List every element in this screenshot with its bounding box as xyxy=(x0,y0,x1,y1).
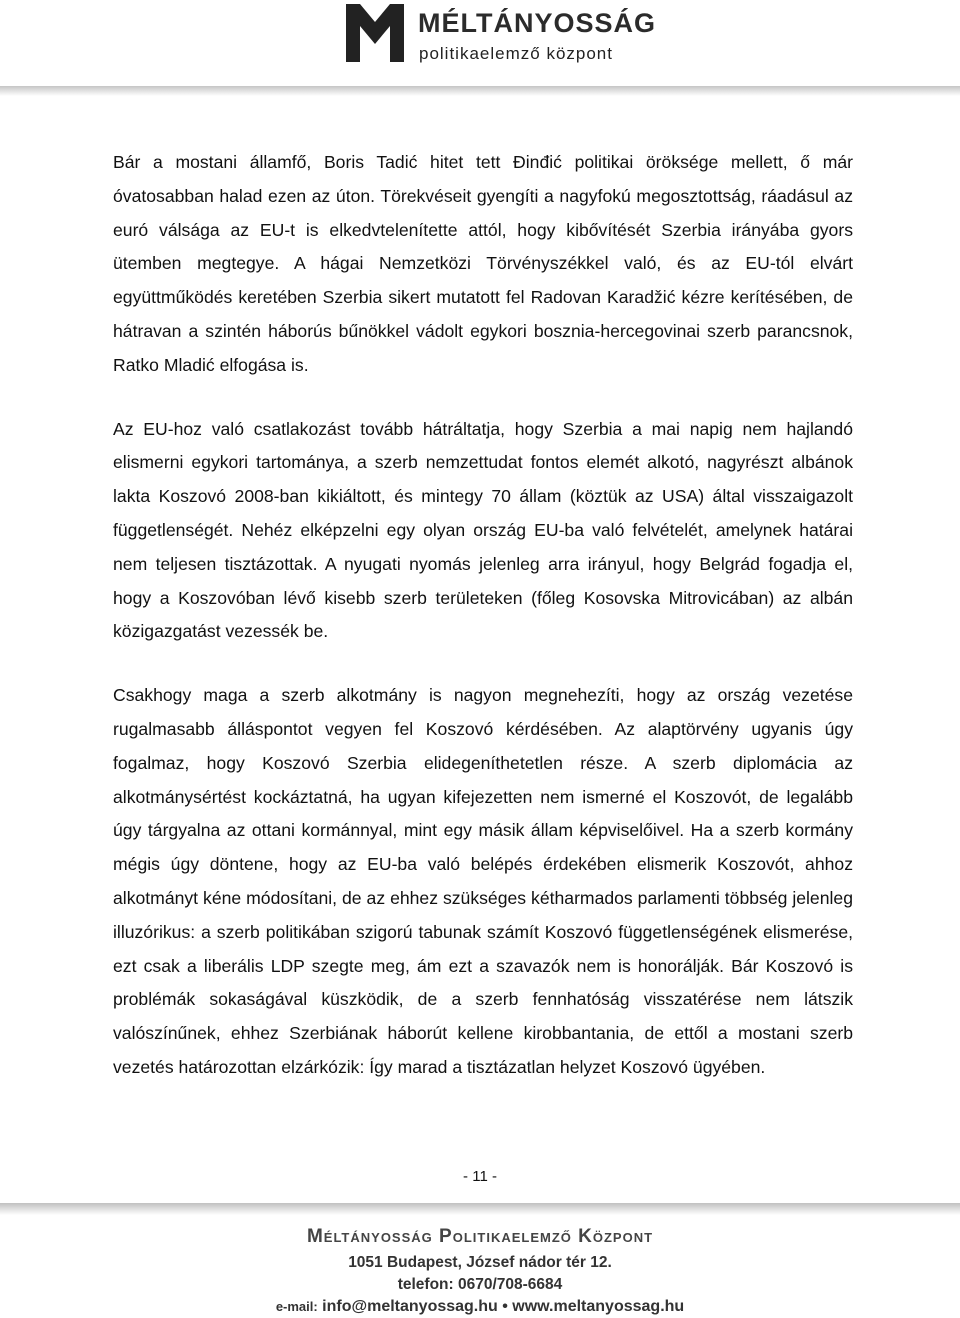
footer-address: 1051 Budapest, József nádor tér 12. xyxy=(348,1254,612,1271)
footer-divider xyxy=(0,1203,960,1215)
m-logo-icon xyxy=(346,4,404,62)
paragraph-1: Bár a mostani államfő, Boris Tadić hitet tett Đinđić politikai öröksége mellett, ő már óvatosabban halad ezen az úton. Törekvéseit gyengíti a nagyfokú megosztottság, ráadásul az euró válsága az EU-t is elkedvtelenítette attól, hogy kibővítését Szerbia irányába gyors ütemben megtegye. A hágai Nemzetközi Törvényszékkel való, és az EU-tól elvárt együttműködés keretében Szerbia sikert mutatott fel Radovan Karadžić kézre kerítésében, de hátravan a szintén háborús bűnökkel vádolt egykori bosznia-hercegovinai szerb parancsnok, Ratko Mladić elfogása is. xyxy=(113,152,853,375)
paragraph-3: Csakhogy maga a szerb alkotmány is nagyon megnehezíti, hogy az ország vezetése rugalmasabb álláspontot vegyen fel Koszovó kérdésében. Az alaptörvény ugyanis úgy fogalmaz, hogy Koszovó Szerbia elidegeníthetetlen része. A szerb diplomácia az alkotmánysértést kockáztatná, ha ugyan kifejezetten nem ismerné el Koszovót, de legalább úgy tárgyalna az ottani kormánnyal, mint egy másik állam képviselőivel. Ha a szerb kormány mégis úgy döntene, hogy az EU-ba való belépés érdekében elismerik Koszovót, ahhoz alkotmányt kéne módosítani, de az ehhez szükséges kétharmados parlamenti többség jelenleg illuzórikus: a szerb politikában szigorú tabunak számít Koszovó függetlenségének elismerése, ezt csak a liberális LDP szegte meg, ám ezt a szavazók nem is honorálják. Bár Koszovó is problémák sokaságával küszködik, de a szerb fennhatóság visszatérése nem látszik valószínűnek, ehhez Szerbiának háborút kellene kirobbantania, de ettől a mostani szerb vezetés határozottan elzárkózik: Így marad a tisztázatlan helyzet Koszovó ügyében. xyxy=(113,685,853,1077)
footer-email-web[interactable]: info@meltanyossag.hu • www.meltanyossag.hu xyxy=(322,1298,685,1315)
logo-title: MÉLTÁNYOSSÁG xyxy=(418,8,657,38)
footer-organization: Méltányosság Politikaelemző Központ xyxy=(306,1226,654,1247)
page-header xyxy=(0,0,960,100)
header-divider xyxy=(0,86,960,96)
page-number: - 11 - xyxy=(463,1168,497,1185)
paragraph-2: Az EU-hoz való csatlakozást tovább hátráltatja, hogy Szerbia a mai napig nem hajlandó elismerni egykori tartománya, a szerb nemzettudat fontos elemét alkotó, nagyrészt albánok lakta Koszovó 2008-ban kikiáltott, és mintegy 70 állam (köztük az USA) által visszaigazolt függetlenségét. Nehéz elképzelni egy olyan ország EU-ba való felvételét, amelynek határai nem teljesen tisztázottak. A nyugati nyomás jelenleg arra irányul, hogy Belgrád fogadja el, hogy a Koszovóban lévő kisebb szerb területeken (főleg Kosovska Mitrovicában) az albán közigazgatást vezessék be. xyxy=(113,418,853,642)
footer-contact xyxy=(0,1296,960,1318)
page-footer xyxy=(0,1222,960,1318)
logo-subtitle: politikaelemző központ xyxy=(419,44,613,63)
footer-phone: telefon: 0670/708-6684 xyxy=(397,1276,563,1293)
document-body xyxy=(113,146,853,1115)
footer-email-label: e-mail: xyxy=(275,1299,318,1314)
